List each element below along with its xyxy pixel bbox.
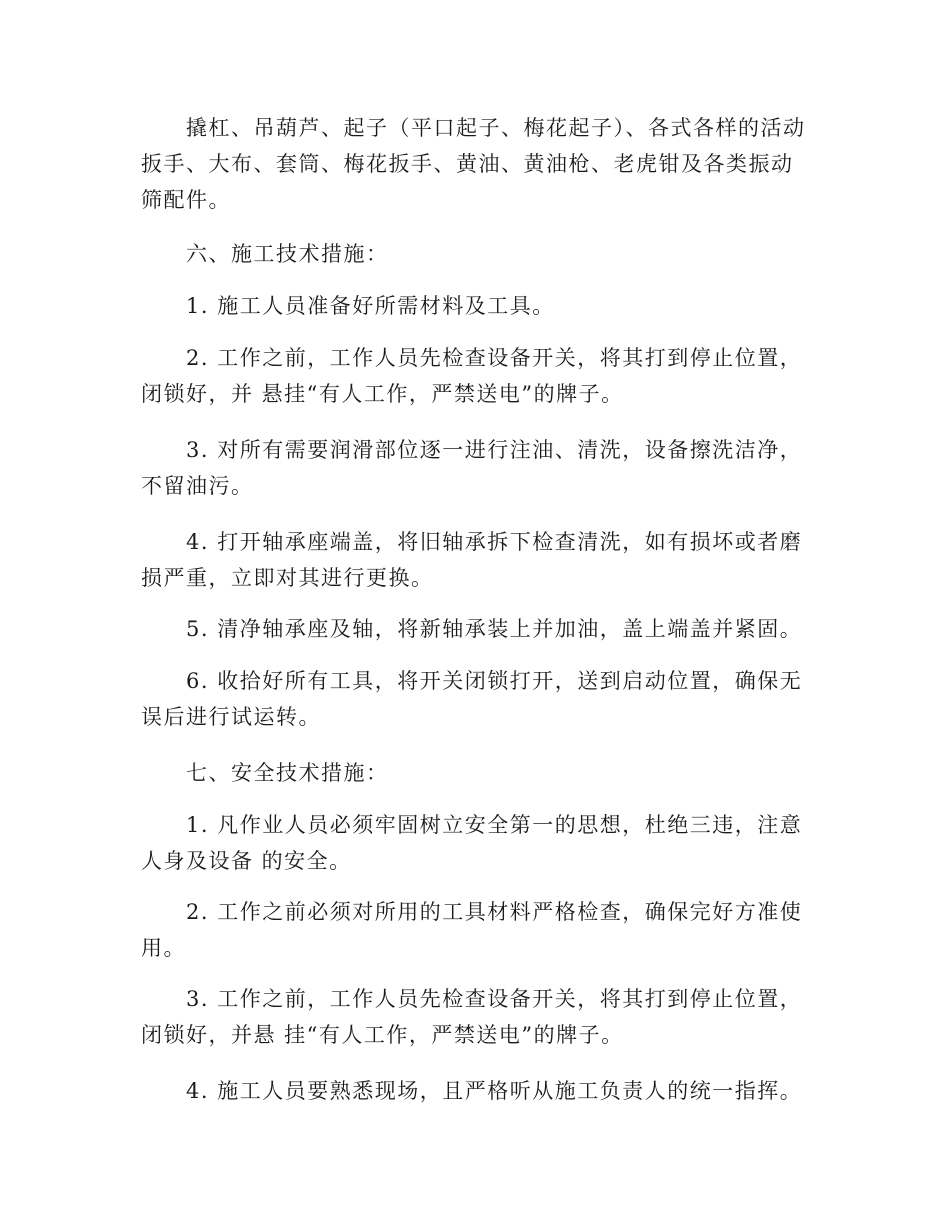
paragraph-safety-1: 1. 凡作业人员必须牢固树立安全第一的思想，杜绝三违，注意人身及设备 的安全。	[141, 813, 803, 873]
paragraph-construction-3: 3. 对所有需要润滑部位逐一进行注油、清洗，设备擦洗洁净，不留油污。	[141, 438, 803, 498]
section-heading-construction-measures: 六、施工技术措施：	[141, 242, 389, 266]
paragraph-tools-list: 撬杠、吊葫芦、起子（平口起子、梅花起子）、各式各样的活动扳手、大布、套筒、梅花扳手、黄油、黄油枪、老虎钳及各类振动筛配件。	[141, 116, 806, 212]
paragraph-construction-1: 1. 施工人员准备好所需材料及工具。	[141, 294, 555, 318]
paragraph-construction-2: 2. 工作之前，工作人员先检查设备开关，将其打到停止位置，闭锁好，并 悬挂“有人工作，严禁送电”的牌子。	[141, 346, 803, 406]
paragraph-construction-4: 4. 打开轴承座端盖，将旧轴承拆下检查清洗，如有损坏或者磨损严重，立即对其进行更换。	[141, 530, 803, 590]
paragraph-construction-5: 5. 清净轴承座及轴，将新轴承装上并加油，盖上端盖并紧固。	[141, 617, 803, 641]
section-heading-safety-measures: 七、安全技术措施：	[141, 761, 389, 785]
paragraph-construction-6: 6. 收拾好所有工具，将开关闭锁打开，送到启动位置，确保无误后进行试运转。	[141, 669, 803, 729]
paragraph-safety-2: 2. 工作之前必须对所用的工具材料严格检查，确保完好方准使用。	[141, 900, 803, 960]
paragraph-safety-3: 3. 工作之前，工作人员先检查设备开关，将其打到停止位置，闭锁好，并悬 挂“有人工作，严禁送电”的牌子。	[141, 987, 803, 1047]
paragraph-safety-4: 4. 施工人员要熟悉现场，且严格听从施工负责人的统一指挥。	[141, 1079, 803, 1103]
